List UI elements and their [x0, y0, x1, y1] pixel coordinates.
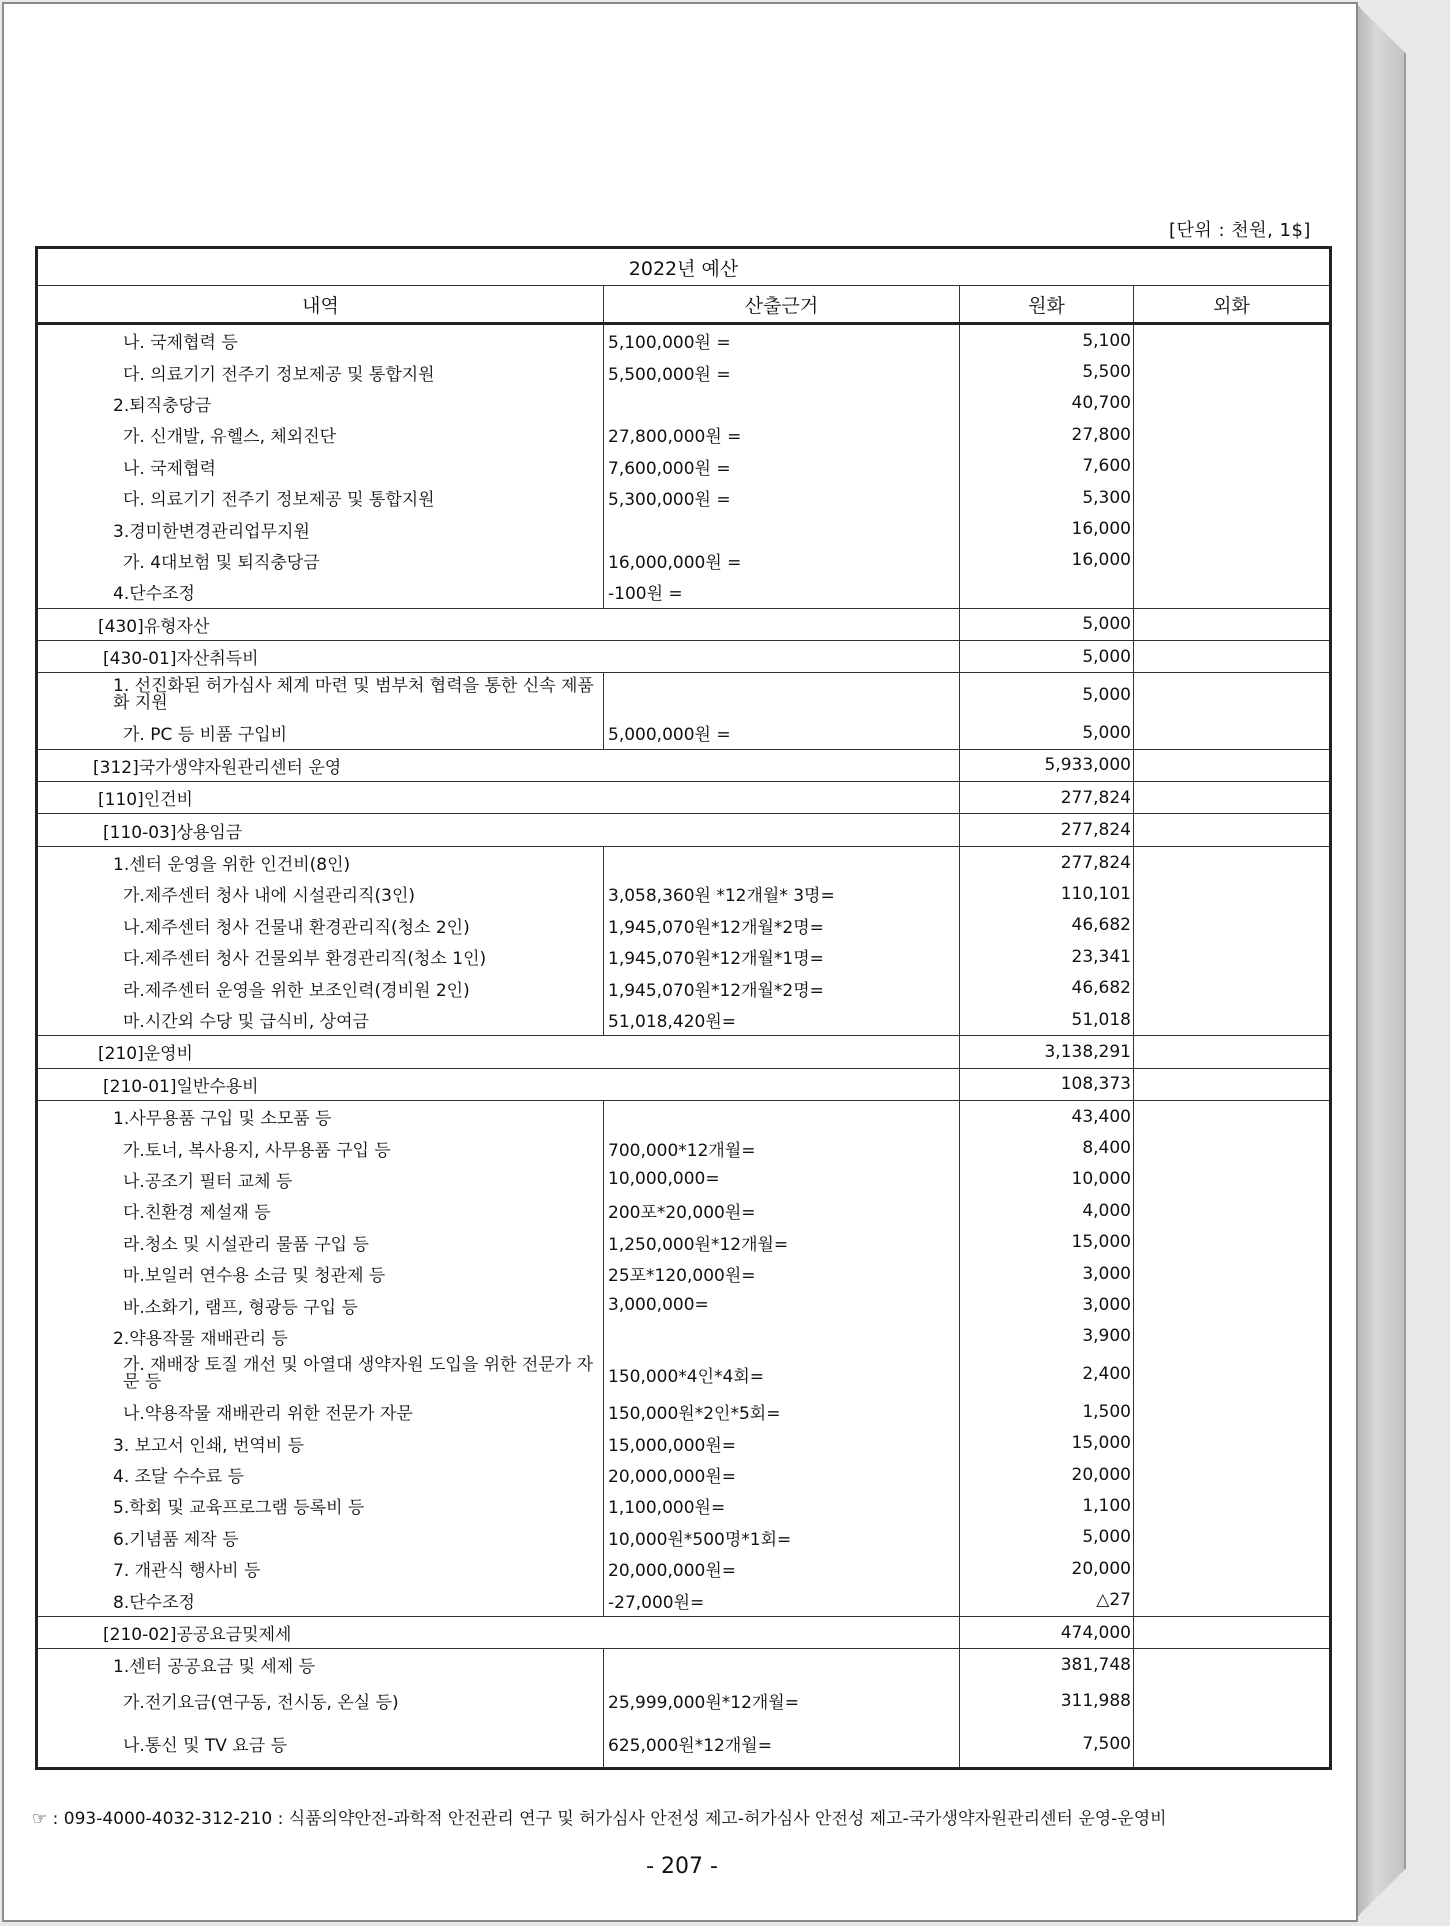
cell-item: 나.제주센터 청사 건물내 환경관리직(청소 2인)	[37, 910, 604, 941]
cell-foreign	[1134, 1649, 1331, 1681]
cell-basis: 20,000,000원=	[604, 1553, 960, 1584]
header-krw: 원화	[960, 286, 1134, 324]
cell-item: 가. 재배장 토질 개선 및 아열대 생약자원 도입을 위한 전문가 자문 등	[37, 1352, 604, 1396]
cell-foreign	[1134, 419, 1331, 450]
cell-foreign	[1134, 451, 1331, 482]
cell-krw: 1,500	[960, 1396, 1134, 1427]
table-row	[37, 1522, 1331, 1553]
cell-foreign	[1134, 513, 1331, 544]
unit-label: [단위 : 천원, 1$]	[1169, 220, 1311, 241]
cell-basis	[604, 1100, 960, 1132]
cell-basis: 10,000,000=	[604, 1164, 960, 1195]
table-row	[37, 782, 1331, 814]
cell-item: 6.기념품 제작 등	[37, 1522, 604, 1553]
cell-basis: 5,300,000원 =	[604, 482, 960, 513]
cell-foreign	[1134, 482, 1331, 513]
cell-krw: 277,824	[960, 814, 1134, 846]
header-basis: 산출근거	[604, 286, 960, 324]
cell-foreign	[1134, 717, 1331, 749]
cell-krw: 43,400	[960, 1100, 1134, 1132]
cell-foreign	[1134, 1721, 1331, 1769]
cell-foreign	[1134, 1321, 1331, 1352]
table-row	[37, 388, 1331, 419]
cell-krw: 5,000	[960, 640, 1134, 672]
cell-item: 다.제주센터 청사 건물외부 환경관리직(청소 1인)	[37, 941, 604, 972]
cell-basis: 1,945,070원*12개월*2명=	[604, 910, 960, 941]
cell-item: 2.약용작물 재배관리 등	[37, 1321, 604, 1352]
table-row	[37, 1459, 1331, 1490]
table-row	[37, 1649, 1331, 1681]
cell-basis: -100원 =	[604, 576, 960, 608]
table-row	[37, 1100, 1331, 1132]
cell-krw: 3,000	[960, 1258, 1134, 1289]
cell-item: 다. 의료기기 전주기 정보제공 및 통합지원	[37, 356, 604, 387]
cell-foreign	[1134, 1195, 1331, 1226]
cell-krw: 46,682	[960, 910, 1134, 941]
cell-basis	[604, 1649, 960, 1681]
table-row	[37, 1227, 1331, 1258]
cell-item: 3. 보고서 인쇄, 번역비 등	[37, 1428, 604, 1459]
cell-item: 마.시간외 수당 및 급식비, 상여금	[37, 1004, 604, 1036]
cell-foreign	[1134, 814, 1331, 846]
budget-table	[35, 246, 1332, 1770]
cell-foreign	[1134, 576, 1331, 608]
table-row	[37, 1195, 1331, 1226]
table-row	[37, 814, 1331, 846]
cell-item: 바.소화기, 램프, 형광등 구입 등	[37, 1289, 604, 1320]
table-row	[37, 749, 1331, 781]
cell-krw: 27,800	[960, 419, 1134, 450]
cell-foreign	[1134, 1100, 1331, 1132]
cell-krw: 110,101	[960, 878, 1134, 909]
cell-basis	[604, 673, 960, 718]
table-row	[37, 1036, 1331, 1068]
cell-krw: 5,300	[960, 482, 1134, 513]
cell-krw: 1,100	[960, 1490, 1134, 1521]
cell-krw: 5,000	[960, 673, 1134, 718]
cell-krw: 3,900	[960, 1321, 1134, 1352]
cell-krw: 51,018	[960, 1004, 1134, 1036]
cell-krw: 10,000	[960, 1164, 1134, 1195]
document-page	[2, 2, 1358, 1922]
cell-basis: 200포*20,000원=	[604, 1195, 960, 1226]
cell-item: 가.전기요금(연구동, 전시동, 온실 등)	[37, 1681, 604, 1721]
cell-basis: 700,000*12개월=	[604, 1132, 960, 1163]
cell-item: 가. 신개발, 유헬스, 체외진단	[37, 419, 604, 450]
page-number: - 207 -	[646, 1854, 718, 1879]
cell-basis	[604, 513, 960, 544]
cell-basis	[604, 846, 960, 878]
table-row	[37, 1068, 1331, 1100]
cell-krw: 3,000	[960, 1289, 1134, 1320]
cell-item: 라.청소 및 시설관리 물품 구입 등	[37, 1227, 604, 1258]
cell-basis: 150,000원*2인*5회=	[604, 1396, 960, 1427]
cell-basis: -27,000원=	[604, 1584, 960, 1616]
cell-basis: 625,000원*12개월=	[604, 1721, 960, 1769]
cell-basis: 16,000,000원 =	[604, 545, 960, 576]
cell-item: 가.제주센터 청사 내에 시설관리직(3인)	[37, 878, 604, 909]
cell-item: [312]국가생약자원관리센터 운영	[37, 749, 960, 781]
cell-item: 1.사무용품 구입 및 소모품 등	[37, 1100, 604, 1132]
cell-item: [110]인건비	[37, 782, 960, 814]
cell-item: 3.경미한변경관리업무지원	[37, 513, 604, 544]
table-row	[37, 482, 1331, 513]
cell-item: [210]운영비	[37, 1036, 960, 1068]
cell-basis: 51,018,420원=	[604, 1004, 960, 1036]
cell-foreign	[1134, 878, 1331, 909]
cell-basis: 3,000,000=	[604, 1289, 960, 1320]
table-row	[37, 608, 1331, 640]
table-row	[37, 1681, 1331, 1721]
page-edge-shadow	[1358, 6, 1406, 1916]
cell-foreign	[1134, 545, 1331, 576]
cell-foreign	[1134, 1132, 1331, 1163]
table-row	[37, 1164, 1331, 1195]
cell-foreign	[1134, 673, 1331, 718]
header-item: 내역	[37, 286, 604, 324]
cell-krw: 20,000	[960, 1459, 1134, 1490]
cell-foreign	[1134, 324, 1331, 357]
cell-basis: 20,000,000원=	[604, 1459, 960, 1490]
cell-item: 다. 의료기기 전주기 정보제공 및 통합지원	[37, 482, 604, 513]
cell-item: 가. 4대보험 및 퇴직충당금	[37, 545, 604, 576]
cell-foreign	[1134, 1396, 1331, 1427]
cell-foreign	[1134, 1681, 1331, 1721]
cell-krw: 40,700	[960, 388, 1134, 419]
cell-krw: 5,000	[960, 608, 1134, 640]
cell-foreign	[1134, 1258, 1331, 1289]
cell-basis: 15,000,000원=	[604, 1428, 960, 1459]
cell-foreign	[1134, 1584, 1331, 1616]
cell-item: 나. 국제협력 등	[37, 324, 604, 357]
table-row	[37, 1616, 1331, 1648]
cell-foreign	[1134, 356, 1331, 387]
table-row	[37, 1352, 1331, 1396]
cell-krw: 7,600	[960, 451, 1134, 482]
cell-krw: 108,373	[960, 1068, 1134, 1100]
cell-foreign	[1134, 640, 1331, 672]
cell-item: 7. 개관식 행사비 등	[37, 1553, 604, 1584]
cell-foreign	[1134, 1352, 1331, 1396]
cell-krw: 4,000	[960, 1195, 1134, 1226]
cell-foreign	[1134, 972, 1331, 1003]
cell-item: 마.보일러 연수용 소금 및 청관제 등	[37, 1258, 604, 1289]
footnote: ☞ : 093-4000-4032-312-210 : 식품의약안전-과학적 안전관리 연구 및 허가심사 안전성 제고-허가심사 안전성 제고-국가생약자원관리센터 운영-운영비	[32, 1809, 1167, 1829]
cell-foreign	[1134, 388, 1331, 419]
cell-item: 1. 선진화된 허가심사 체계 마련 및 범부처 협력을 통한 신속 제품화 지원	[37, 673, 604, 718]
cell-krw: 2,400	[960, 1352, 1134, 1396]
cell-basis: 25,999,000원*12개월=	[604, 1681, 960, 1721]
table-row	[37, 1258, 1331, 1289]
table-row	[37, 846, 1331, 878]
cell-item: 5.학회 및 교육프로그램 등록비 등	[37, 1490, 604, 1521]
cell-krw: 5,000	[960, 717, 1134, 749]
cell-basis	[604, 388, 960, 419]
table-row	[37, 324, 1331, 357]
cell-basis: 5,500,000원 =	[604, 356, 960, 387]
cell-foreign	[1134, 910, 1331, 941]
table-row	[37, 356, 1331, 387]
table-row	[37, 451, 1331, 482]
cell-krw: 5,933,000	[960, 749, 1134, 781]
cell-foreign	[1134, 846, 1331, 878]
cell-basis: 1,945,070원*12개월*2명=	[604, 972, 960, 1003]
cell-basis: 1,945,070원*12개월*1명=	[604, 941, 960, 972]
cell-foreign	[1134, 941, 1331, 972]
table-row	[37, 640, 1331, 672]
cell-krw: 277,824	[960, 782, 1134, 814]
cell-krw: 277,824	[960, 846, 1134, 878]
cell-krw: 5,100	[960, 324, 1134, 357]
cell-item: [430-01]자산취득비	[37, 640, 960, 672]
cell-basis: 3,058,360원 *12개월* 3명=	[604, 878, 960, 909]
cell-basis: 5,100,000원 =	[604, 324, 960, 357]
cell-foreign	[1134, 1522, 1331, 1553]
header-foreign: 외화	[1134, 286, 1331, 324]
table-row	[37, 1553, 1331, 1584]
table-row	[37, 1321, 1331, 1352]
cell-item: [210-02]공공요금및제세	[37, 1616, 960, 1648]
cell-krw: 5,000	[960, 1522, 1134, 1553]
cell-foreign	[1134, 608, 1331, 640]
cell-item: 1.센터 운영을 위한 인건비(8인)	[37, 846, 604, 878]
cell-krw: 15,000	[960, 1428, 1134, 1459]
cell-item: [430]유형자산	[37, 608, 960, 640]
cell-foreign	[1134, 1068, 1331, 1100]
cell-basis	[604, 1321, 960, 1352]
table-row	[37, 878, 1331, 909]
table-row	[37, 910, 1331, 941]
cell-item: 1.센터 공공요금 및 세제 등	[37, 1649, 604, 1681]
cell-krw: △27	[960, 1584, 1134, 1616]
table-row	[37, 717, 1331, 749]
table-row	[37, 1396, 1331, 1427]
cell-item: 라.제주센터 운영을 위한 보조인력(경비원 2인)	[37, 972, 604, 1003]
cell-basis: 25포*120,000원=	[604, 1258, 960, 1289]
table-row	[37, 941, 1331, 972]
cell-basis: 1,100,000원=	[604, 1490, 960, 1521]
cell-foreign	[1134, 1428, 1331, 1459]
cell-krw: 15,000	[960, 1227, 1134, 1258]
cell-item: 가.토너, 복사용지, 사무용품 구입 등	[37, 1132, 604, 1163]
table-row	[37, 1132, 1331, 1163]
table-row	[37, 1289, 1331, 1320]
cell-item: 8.단수조정	[37, 1584, 604, 1616]
cell-foreign	[1134, 1459, 1331, 1490]
table-row	[37, 576, 1331, 608]
cell-krw: 20,000	[960, 1553, 1134, 1584]
cell-krw: 381,748	[960, 1649, 1134, 1681]
table-title: 2022년 예산	[37, 248, 1331, 286]
table-row	[37, 419, 1331, 450]
cell-foreign	[1134, 1227, 1331, 1258]
table-row	[37, 673, 1331, 718]
cell-item: 2.퇴직충당금	[37, 388, 604, 419]
cell-foreign	[1134, 782, 1331, 814]
cell-item: 다.친환경 제설재 등	[37, 1195, 604, 1226]
table-row	[37, 1584, 1331, 1616]
cell-foreign	[1134, 1490, 1331, 1521]
cell-item: 나. 국제협력	[37, 451, 604, 482]
table-row	[37, 1490, 1331, 1521]
cell-item: [210-01]일반수용비	[37, 1068, 960, 1100]
cell-item: 가. PC 등 비품 구입비	[37, 717, 604, 749]
cell-item: 나.약용작물 재배관리 위한 전문가 자문	[37, 1396, 604, 1427]
cell-foreign	[1134, 1036, 1331, 1068]
table-row	[37, 1428, 1331, 1459]
cell-foreign	[1134, 1004, 1331, 1036]
cell-foreign	[1134, 749, 1331, 781]
cell-foreign	[1134, 1616, 1331, 1648]
table-row	[37, 513, 1331, 544]
cell-item: 나.통신 및 TV 요금 등	[37, 1721, 604, 1769]
cell-krw: 3,138,291	[960, 1036, 1134, 1068]
cell-item: [110-03]상용임금	[37, 814, 960, 846]
cell-krw: 16,000	[960, 545, 1134, 576]
cell-foreign	[1134, 1289, 1331, 1320]
cell-krw: 23,341	[960, 941, 1134, 972]
table-row	[37, 1004, 1331, 1036]
cell-basis: 150,000*4인*4회=	[604, 1352, 960, 1396]
cell-basis: 7,600,000원 =	[604, 451, 960, 482]
cell-basis: 10,000원*500명*1회=	[604, 1522, 960, 1553]
cell-item: 4.단수조정	[37, 576, 604, 608]
cell-foreign	[1134, 1164, 1331, 1195]
cell-item: 4. 조달 수수료 등	[37, 1459, 604, 1490]
table-row	[37, 545, 1331, 576]
table-row	[37, 1721, 1331, 1769]
table-row	[37, 972, 1331, 1003]
cell-krw: 16,000	[960, 513, 1134, 544]
cell-krw: 7,500	[960, 1721, 1134, 1769]
cell-basis: 1,250,000원*12개월=	[604, 1227, 960, 1258]
cell-krw: 474,000	[960, 1616, 1134, 1648]
cell-foreign	[1134, 1553, 1331, 1584]
cell-krw	[960, 576, 1134, 608]
cell-basis: 5,000,000원 =	[604, 717, 960, 749]
cell-krw: 8,400	[960, 1132, 1134, 1163]
cell-basis: 27,800,000원 =	[604, 419, 960, 450]
cell-item: 나.공조기 필터 교체 등	[37, 1164, 604, 1195]
cell-krw: 46,682	[960, 972, 1134, 1003]
table-body	[37, 324, 1331, 1769]
cell-krw: 311,988	[960, 1681, 1134, 1721]
cell-krw: 5,500	[960, 356, 1134, 387]
